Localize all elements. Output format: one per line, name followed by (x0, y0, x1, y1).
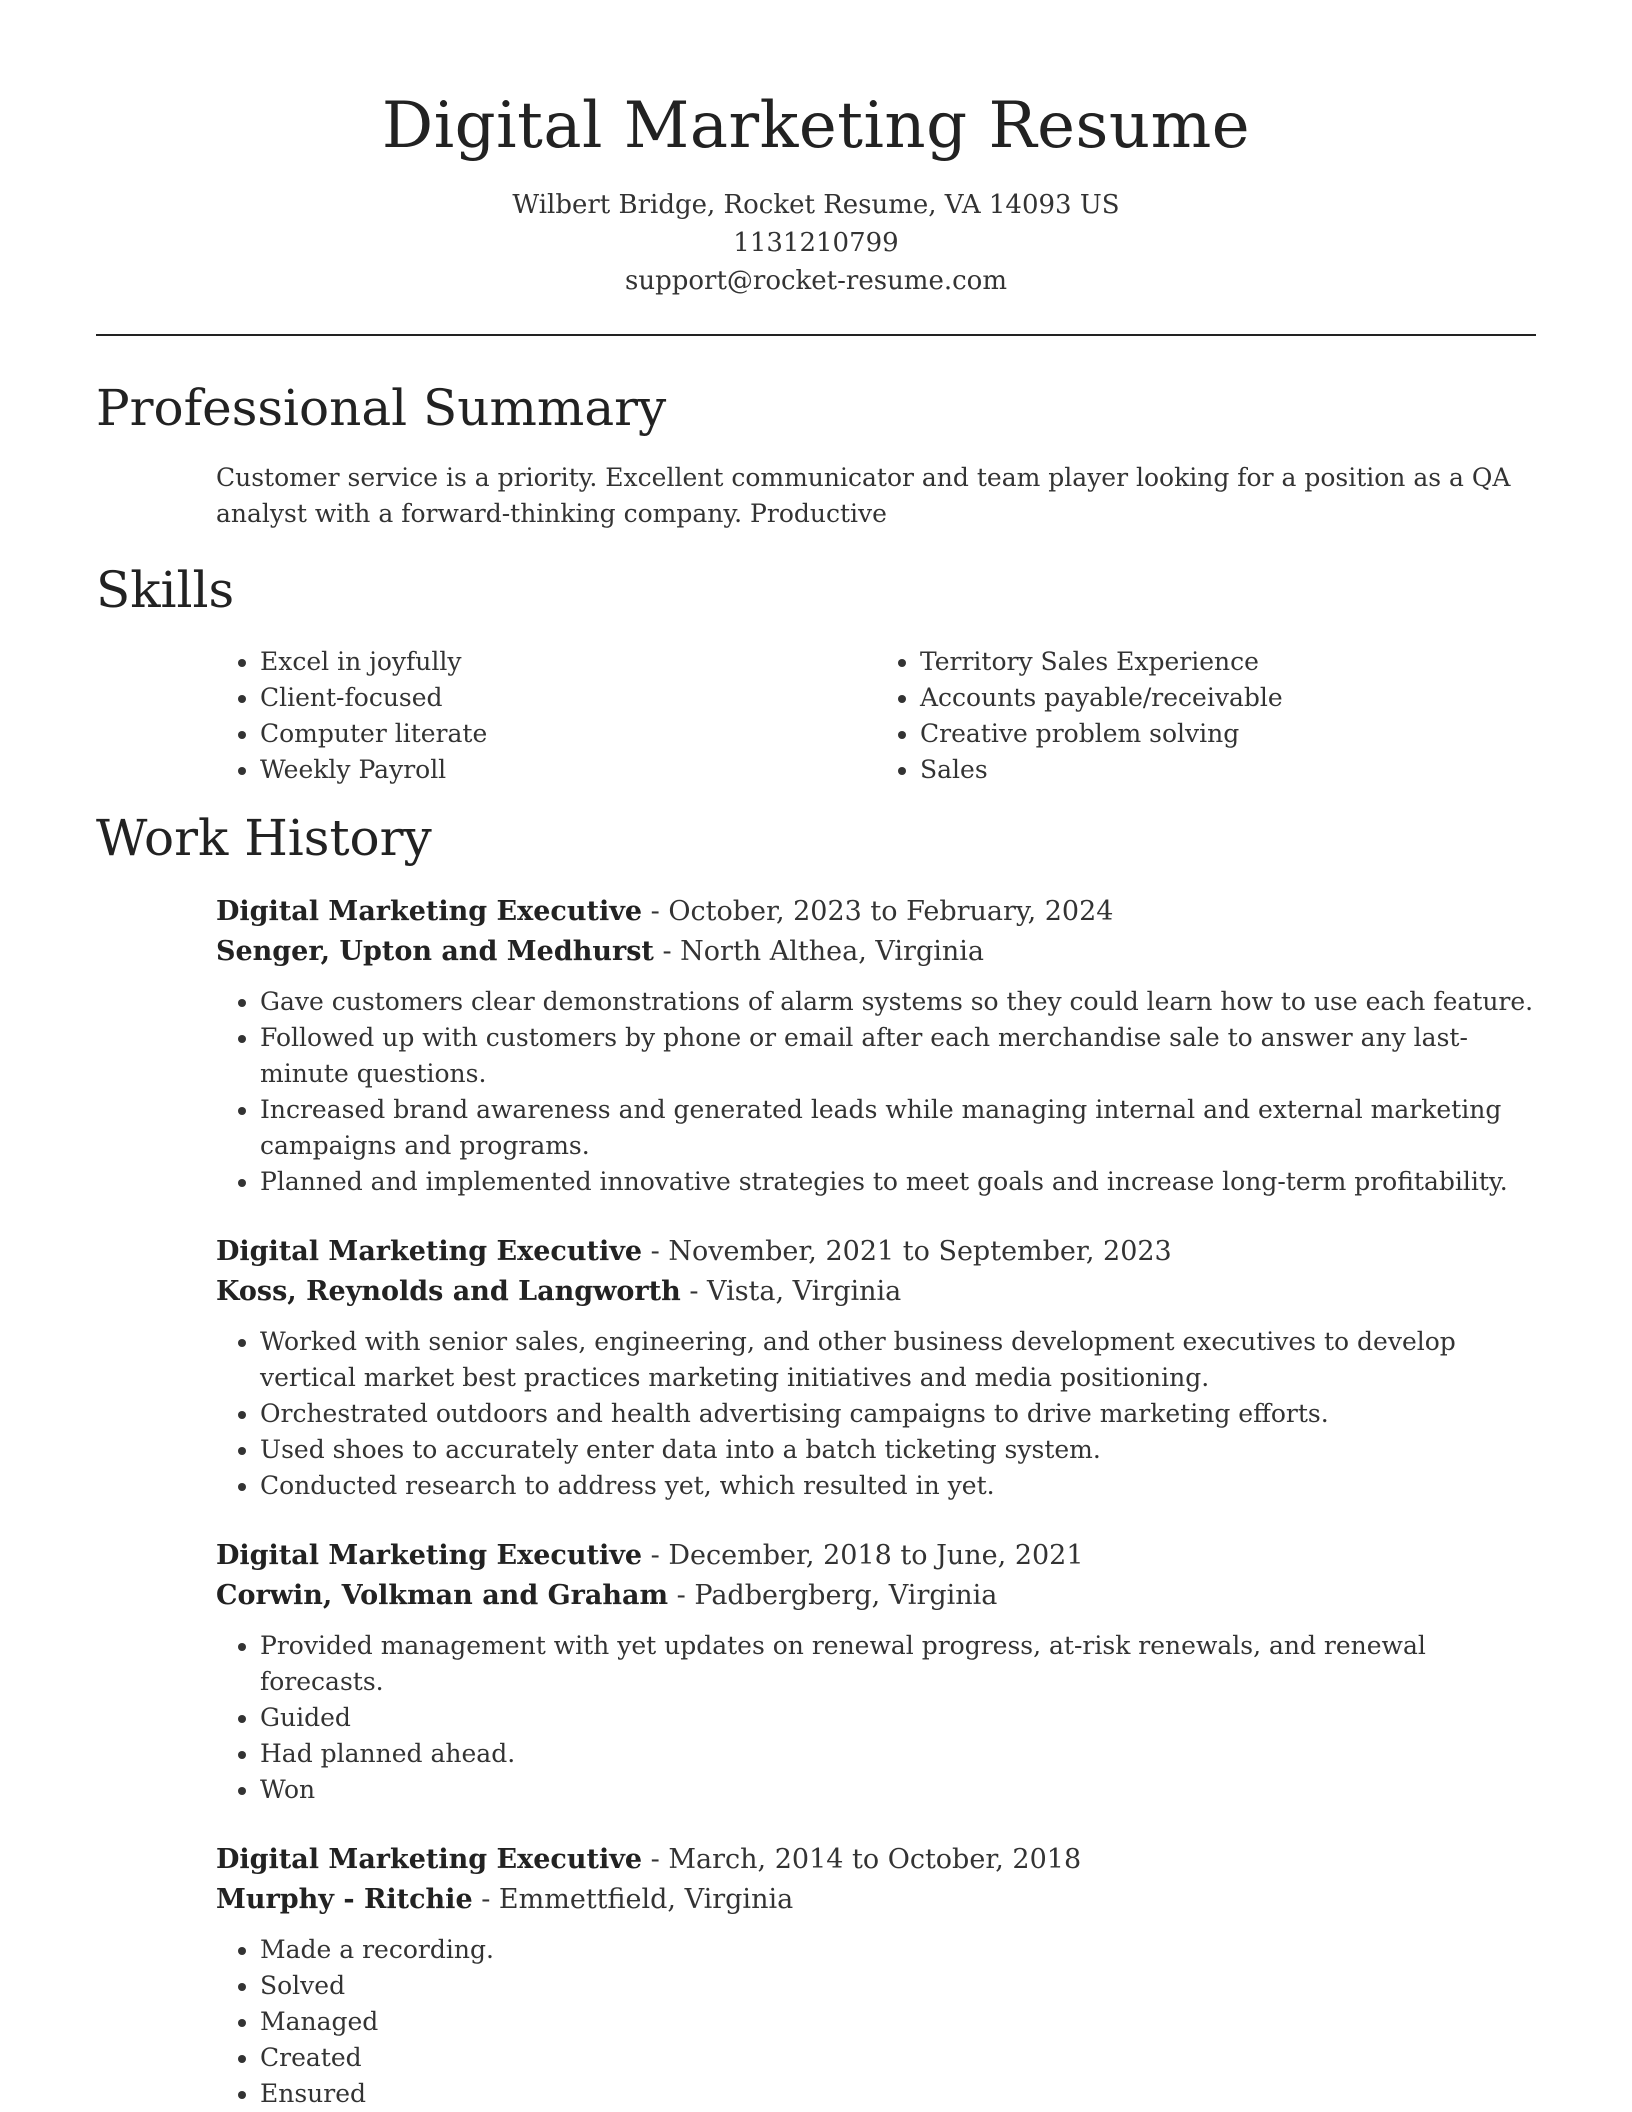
job-duty-item: • Conducted research to address yet, which resulted in yet. (260, 1468, 1536, 1504)
job-company: Senger, Upton and Medhurst (216, 936, 654, 967)
job-title: Digital Marketing Executive (216, 1540, 643, 1571)
job-dates: December, 2018 to June, 2021 (668, 1540, 1084, 1571)
separator: - (668, 1580, 695, 1611)
separator: - (642, 896, 669, 927)
job-duty-item: • Made a recording. (260, 1932, 1536, 1968)
section-heading-summary: Professional Summary (96, 379, 667, 437)
job-dates: March, 2014 to October, 2018 (668, 1844, 1082, 1875)
skills-section (96, 558, 1536, 788)
skill-item: • Weekly Payroll (260, 752, 876, 788)
separator: - (642, 1236, 669, 1267)
separator: - (642, 1540, 669, 1571)
job-company-line (216, 932, 1536, 972)
professional-summary-section (96, 376, 1536, 532)
skill-item: • Creative problem solving (920, 716, 1536, 752)
job-title-line (216, 1232, 1536, 1272)
job-duty-item: • Provided management with yet updates on renewal progress, at-risk renewals, and renewal forecasts. (260, 1628, 1536, 1700)
job-duty-item: • Ensured (260, 2076, 1536, 2112)
job-duties-list (216, 1932, 1536, 2112)
skill-item: • Computer literate (260, 716, 876, 752)
job-title-line (216, 892, 1536, 932)
job-duty-item: • Managed (260, 2004, 1536, 2040)
job-duty-item: • Orchestrated outdoors and health advertising campaigns to drive marketing efforts. (260, 1396, 1536, 1432)
job-company: Murphy - Ritchie (216, 1884, 473, 1915)
separator: - (472, 1884, 499, 1915)
skills-grid (216, 644, 1536, 788)
job-location: Padbergberg, Virginia (694, 1580, 998, 1611)
job-entry (216, 1840, 1536, 2112)
job-duty-item: • Gave customers clear demonstrations of alarm systems so they could learn how to use each feature. (260, 984, 1536, 1020)
job-title: Digital Marketing Executive (216, 896, 643, 927)
job-title-line (216, 1536, 1536, 1576)
job-duties-list (216, 984, 1536, 1200)
job-duty-item: • Guided (260, 1700, 1536, 1736)
job-title: Digital Marketing Executive (216, 1236, 643, 1267)
skills-list-left (216, 644, 876, 788)
job-duty-item: • Planned and implemented innovative strategies to meet goals and increase long-term profitability. (260, 1164, 1536, 1200)
job-duty-item: • Won (260, 1772, 1536, 1808)
summary-text: Customer service is a priority. Excellent communicator and team player looking for a position as a QA analyst with a forward-thinking company. Productive (216, 463, 1511, 528)
separator: - (642, 1844, 669, 1875)
job-entry (216, 1232, 1536, 1504)
job-company: Koss, Reynolds and Langworth (216, 1276, 681, 1307)
job-duty-item: • Created (260, 2040, 1536, 2076)
skills-body (96, 644, 1536, 788)
job-location: North Althea, Virginia (680, 936, 985, 967)
resume-header (96, 84, 1536, 300)
separator: - (653, 936, 681, 967)
skills-list-right (876, 644, 1536, 788)
job-duty-item: • Had planned ahead. (260, 1736, 1536, 1772)
section-heading-work-history: Work History (96, 809, 432, 867)
job-dates: November, 2021 to September, 2023 (668, 1236, 1172, 1267)
job-title-line (216, 1840, 1536, 1880)
skill-item: • Sales (920, 752, 1536, 788)
job-company-line (216, 1272, 1536, 1312)
job-dates: October, 2023 to February, 2024 (668, 896, 1114, 927)
job-location: Emmettfield, Virginia (498, 1884, 794, 1915)
job-entry (216, 1536, 1536, 1808)
job-company-line (216, 1576, 1536, 1616)
contact-email: support@rocket-resume.com (624, 266, 1007, 296)
section-heading-skills: Skills (96, 561, 235, 619)
work-history-section (96, 806, 1536, 2112)
contact-address: Wilbert Bridge, Rocket Resume, VA 14093 US (512, 190, 1120, 220)
job-title: Digital Marketing Executive (216, 1844, 643, 1875)
job-location: Vista, Virginia (707, 1276, 902, 1307)
job-duty-item: • Followed up with customers by phone or email after each merchandise sale to answer any last-minute questions. (260, 1020, 1536, 1092)
contact-phone: 1131210799 (733, 228, 899, 258)
job-company-line (216, 1880, 1536, 1920)
job-duty-item: • Increased brand awareness and generated leads while managing internal and external marketing campaigns and programs. (260, 1092, 1536, 1164)
job-duties-list (216, 1324, 1536, 1504)
summary-body (96, 460, 1536, 532)
header-divider (96, 334, 1536, 336)
work-history-body (96, 892, 1536, 2112)
skill-item: • Excel in joyfully (260, 644, 876, 680)
separator: - (680, 1276, 708, 1307)
skill-item: • Accounts payable/receivable (920, 680, 1536, 716)
skill-item: • Territory Sales Experience (920, 644, 1536, 680)
job-duty-item: • Solved (260, 1968, 1536, 2004)
document-title: Digital Marketing Resume (381, 89, 1251, 163)
job-duties-list (216, 1628, 1536, 1808)
job-company: Corwin, Volkman and Graham (216, 1580, 669, 1611)
job-duty-item: • Used shoes to accurately enter data into a batch ticketing system. (260, 1432, 1536, 1468)
job-duty-item: • Worked with senior sales, engineering, and other business development executives to develop vertical market best practices marketing initiatives and media positioning. (260, 1324, 1536, 1396)
job-entry (216, 892, 1536, 1200)
skill-item: • Client-focused (260, 680, 876, 716)
